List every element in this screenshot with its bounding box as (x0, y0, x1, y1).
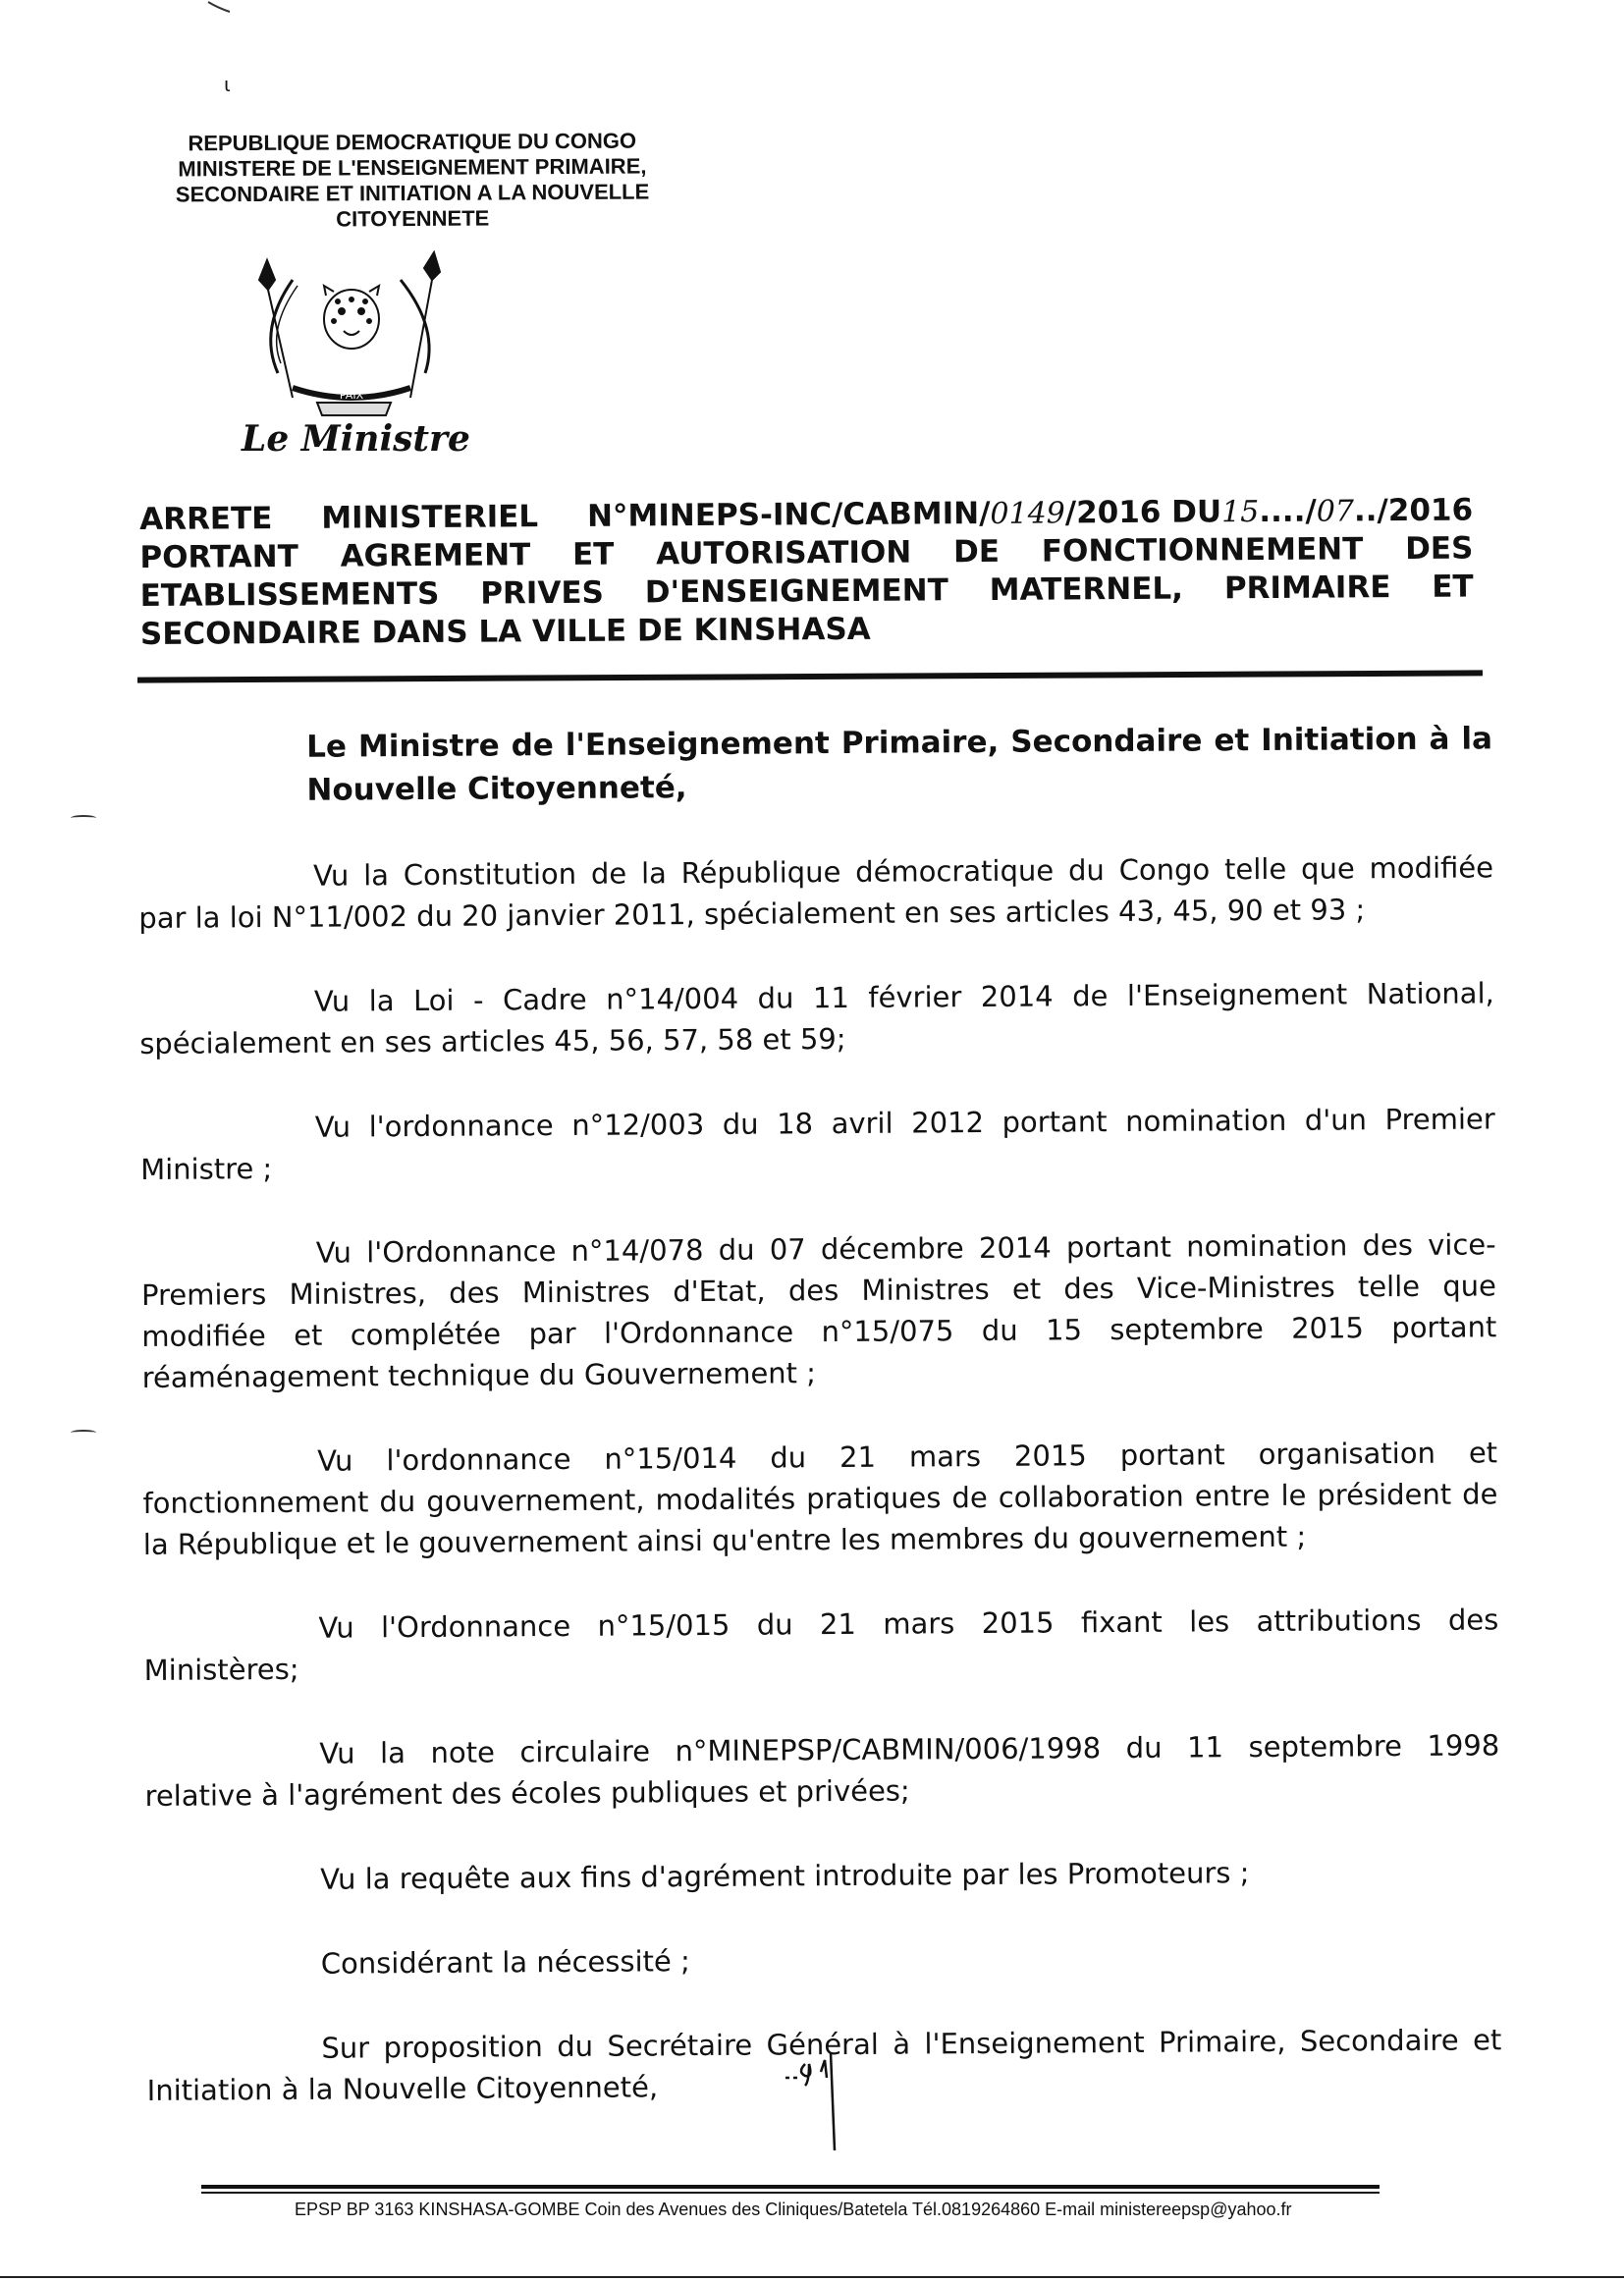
recital-note-circulaire: Vu la note circulaire n°MINEPSP/CABMIN/006/1998 du 11 septembre 1998 relative à l'agrément des écoles publiques et privées; (144, 1728, 1500, 1813)
recital-organisation: Vu l'ordonnance n°15/014 du 21 mars 2015 portant organisation et fonctionnement du gouvernement, modalités pratiques de collaboration entre le président de la République et le gouvernement ainsi qu'entre les membres du gouvernement ; (142, 1436, 1498, 1561)
handwritten-initials (776, 2042, 893, 2160)
letterhead-country: REPUBLIQUE DEMOCRATIQUE DU CONGO (188, 128, 637, 156)
letterhead-ministry-cont: SECONDAIRE ET INITIATION A LA NOUVELLE (175, 179, 650, 207)
title-line-4: SECONDAIRE DANS LA VILLE DE KINSHASA (139, 611, 871, 652)
letterhead-ministry-end: CITOYENNETE (336, 205, 490, 232)
handwritten-month: 07 (1316, 494, 1355, 529)
scan-mark (206, 0, 232, 14)
title-word: MINISTERIEL (321, 499, 539, 536)
coat-of-arms-emblem (253, 250, 450, 417)
office-signature-title: Le Ministre (242, 418, 470, 460)
recital-gouvernement: Vu l'Ordonnance n°14/078 du 07 décembre 2014 portant nomination des vice- Premiers Ministres, des Ministres d'Etat, des Ministres et des Vice-Ministres telle que modifiée et complétée par l'Ordonnance n°15/075 du 15 septembre 2015 portant réaménagement technique du Gouvernement ; (140, 1227, 1497, 1394)
footer-rule (201, 2192, 1380, 2194)
title-line-3: ETABLISSEMENTS PRIVES D'ENSEIGNEMENT MATERNEL, PRIMAIRE ET (139, 569, 1474, 614)
margin-mark (71, 1430, 96, 1436)
page-edge-line (0, 2276, 1624, 2278)
recital-premier-ministre: Vu l'ordonnance n°12/003 du 18 avril 2012 portant nomination d'un Premier Ministre ; (140, 1102, 1495, 1186)
footer-contact: EPSP BP 3163 KINSHASA-GOMBE Coin des Avenues des Cliniques/Batetela Tél.0819264860 E-mail ministereepsp@yahoo.fr (295, 2200, 1292, 2219)
decree-body (137, 717, 1502, 2154)
title-word: ARRETE (139, 501, 273, 537)
letterhead-ministry: MINISTERE DE L'ENSEIGNEMENT PRIMAIRE, (178, 153, 647, 182)
recital-attributions: Vu l'Ordonnance n°15/015 du 21 mars 2015 fixant les attributions des Ministères; (143, 1603, 1499, 1687)
handwritten-day: 15 (1221, 495, 1260, 530)
recital-necessite: Considérant la nécessité ; (320, 1944, 690, 1981)
footer-rule (201, 2185, 1380, 2189)
handwritten-number: 0149 (990, 496, 1065, 531)
decree-number: N°MINEPS-INC/CABMIN/0149/2016 DU15..../07../2016 (586, 492, 1474, 534)
decree-title (139, 492, 1474, 654)
letterhead (128, 128, 698, 234)
minister-heading: Le Ministre de l'Enseignement Primaire, Secondaire et Initiation à la Nouvelle Citoyenneté, (306, 721, 1493, 808)
scan-dot: ɩ (224, 73, 231, 96)
title-divider (137, 670, 1483, 682)
recital-proposition: Sur proposition du Secrétaire Général à l'Enseignement Primaire, Secondaire et Initiation à la Nouvelle Citoyenneté, (146, 2023, 1502, 2107)
margin-mark (71, 815, 96, 821)
recital-constitution: Vu la Constitution de la République démocratique du Congo telle que modifiée par la loi N°11/002 du 20 janvier 2011, spécialement en ses articles 43, 45, 90 et 93 ; (138, 850, 1494, 935)
recital-loi-cadre: Vu la Loi - Cadre n°14/004 du 11 février 2014 de l'Enseignement National, spécialement en ses articles 45, 56, 57, 58 et 59; (139, 976, 1494, 1060)
title-line-2: PORTANT AGREMENT ET AUTORISATION DE FONCTIONNEMENT DES (139, 530, 1474, 575)
recital-requete: Vu la requête aux fins d'agrément introduite par les Promoteurs ; (320, 1856, 1250, 1896)
emblem-motto: PAIX (339, 389, 364, 402)
